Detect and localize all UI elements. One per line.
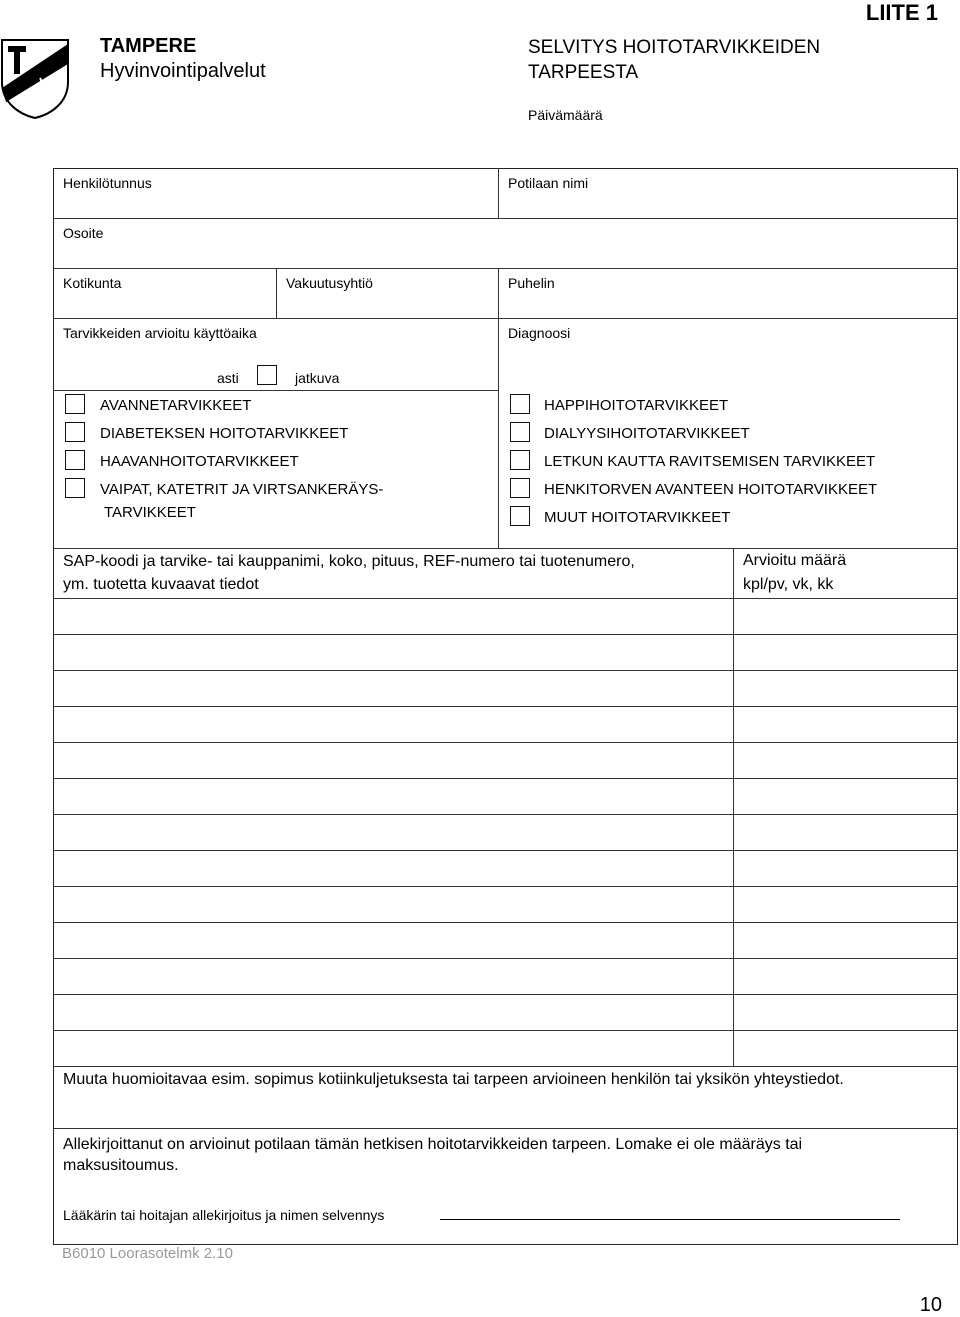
category-oxygen: HAPPIHOITOTARVIKKEET: [544, 397, 729, 414]
phone-field[interactable]: Puhelin: [508, 275, 555, 291]
table-row[interactable]: [53, 742, 958, 743]
checkbox-diabetes[interactable]: [65, 422, 85, 442]
product-col-header-line2: ym. tuotetta kuvaavat tiedot: [63, 576, 259, 593]
checkbox-dialysis[interactable]: [510, 422, 530, 442]
table-row[interactable]: [53, 1030, 958, 1031]
signature-line[interactable]: [440, 1219, 900, 1220]
insurance-field[interactable]: Vakuutusyhtiö: [286, 275, 373, 291]
checkbox-other[interactable]: [510, 506, 530, 526]
category-wound: HAAVANHOITOTARVIKKEET: [100, 453, 299, 470]
page-number: 10: [919, 1294, 942, 1316]
table-row[interactable]: [53, 670, 958, 671]
checkbox-tube-feeding[interactable]: [510, 450, 530, 470]
checkbox-wound[interactable]: [65, 450, 85, 470]
statement-line1: Allekirjoittanut on arvioinut potilaan tämän hetkisen hoitotarvikkeiden tarpeen. Lomake ei ole määräys tai: [63, 1136, 803, 1153]
table-row[interactable]: [53, 850, 958, 851]
category-incontinence-cont: TARVIKKEET: [104, 504, 196, 521]
form-title-line1: SELVITYS HOITOTARVIKKEIDEN: [528, 37, 821, 58]
continuous-checkbox[interactable]: [257, 365, 277, 385]
continuous-label: jatkuva: [295, 370, 340, 386]
municipality-field[interactable]: Kotikunta: [63, 275, 122, 291]
attachment-label: LIITE 1: [865, 0, 938, 25]
form-code: B6010 Loorasotelmk 2.10: [62, 1245, 233, 1262]
statement-line2: maksusitoumus.: [63, 1157, 179, 1174]
category-tube-feeding: LETKUN KAUTTA RAVITSEMISEN TARVIKKEET: [544, 453, 876, 470]
notes-label: Muuta huomioitavaa esim. sopimus kotiinkuljetuksesta tai tarpeen arvioineen henkilön tai yksikön yhteystiedot.: [63, 1071, 844, 1088]
table-row[interactable]: [53, 778, 958, 779]
table-row[interactable]: [53, 634, 958, 635]
table-row[interactable]: [53, 814, 958, 815]
form-title-line2: TARPEESTA: [528, 62, 639, 83]
table-row[interactable]: [53, 598, 958, 599]
patient-name-field[interactable]: Potilaan nimi: [508, 175, 589, 191]
diagnosis-field[interactable]: Diagnoosi: [508, 325, 571, 341]
tampere-coat-of-arms-icon: [0, 38, 70, 120]
quantity-col-header-line2: kpl/pv, vk, kk: [743, 576, 834, 593]
org-unit: Hyvinvointipalvelut: [100, 60, 266, 82]
address-field[interactable]: Osoite: [63, 225, 104, 241]
quantity-col-header-line1: Arvioitu määrä: [743, 552, 847, 569]
category-incontinence: VAIPAT, KATETRIT JA VIRTSANKERÄYS-: [100, 481, 384, 498]
table-row[interactable]: [53, 958, 958, 959]
until-label: asti: [217, 370, 239, 386]
signature-label: Lääkärin tai hoitajan allekirjoitus ja nimen selvennys: [63, 1207, 385, 1223]
checkbox-oxygen[interactable]: [510, 394, 530, 414]
ssn-field[interactable]: Henkilötunnus: [63, 175, 152, 191]
checkbox-tracheostomy[interactable]: [510, 478, 530, 498]
table-row[interactable]: [53, 706, 958, 707]
category-diabetes: DIABETEKSEN HOITOTARVIKKEET: [100, 425, 349, 442]
usage-time-field[interactable]: Tarvikkeiden arvioitu käyttöaika: [63, 325, 257, 341]
table-row[interactable]: [53, 922, 958, 923]
category-ostomy: AVANNETARVIKKEET: [100, 397, 252, 414]
date-label: Päivämäärä: [528, 107, 603, 123]
category-tracheostomy: HENKITORVEN AVANTEEN HOITOTARVIKKEET: [544, 481, 878, 498]
category-dialysis: DIALYYSIHOITOTARVIKKEET: [544, 425, 750, 442]
table-row[interactable]: [53, 994, 958, 995]
category-other: MUUT HOITOTARVIKKEET: [544, 509, 731, 526]
table-row[interactable]: [53, 886, 958, 887]
checkbox-incontinence[interactable]: [65, 478, 85, 498]
org-name: TAMPERE: [100, 35, 197, 57]
product-col-header-line1: SAP-koodi ja tarvike- tai kauppanimi, koko, pituus, REF-numero tai tuotenumero,: [63, 553, 635, 570]
checkbox-ostomy[interactable]: [65, 394, 85, 414]
